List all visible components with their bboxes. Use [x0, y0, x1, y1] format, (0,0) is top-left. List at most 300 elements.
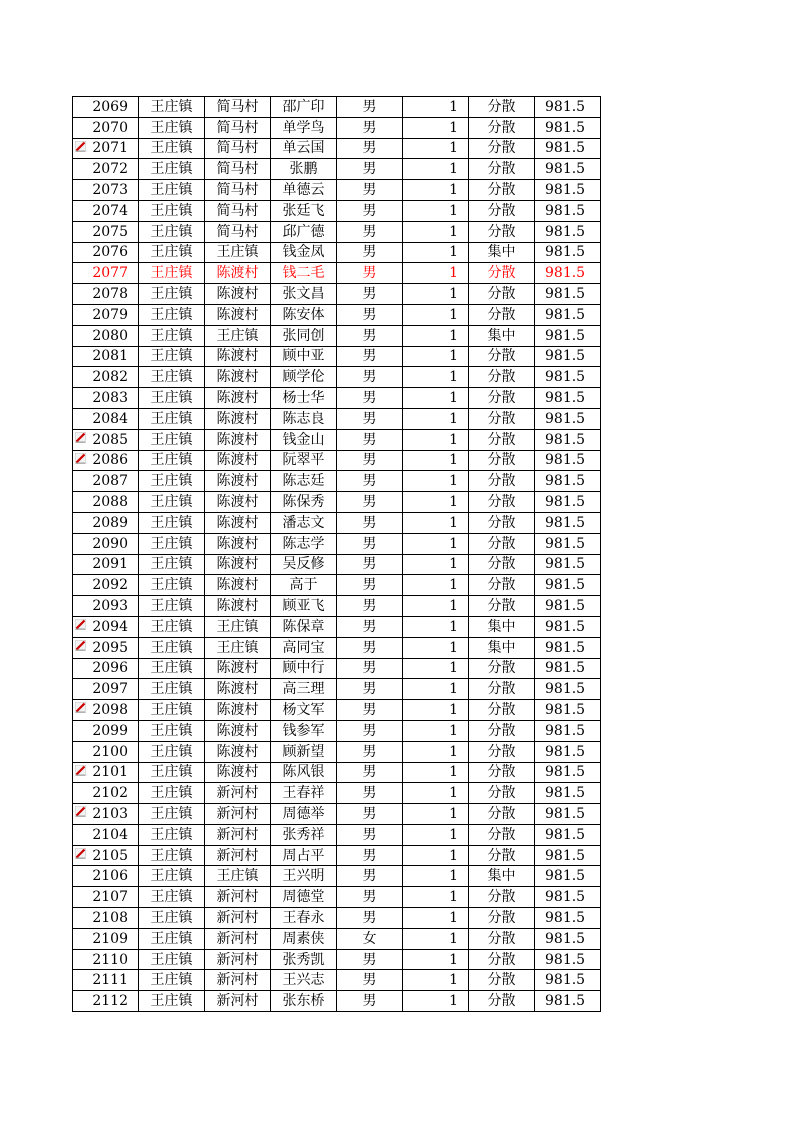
- table-row[interactable]: [73, 159, 601, 180]
- cell-village[interactable]: [205, 596, 271, 617]
- cell-count[interactable]: [403, 533, 469, 554]
- cell-mode[interactable]: [469, 200, 535, 221]
- cell-mode[interactable]: [469, 658, 535, 679]
- cell-id[interactable]: [73, 450, 139, 471]
- cell-town[interactable]: [139, 596, 205, 617]
- cell-name[interactable]: [271, 325, 337, 346]
- cell-mode[interactable]: [469, 720, 535, 741]
- cell-amount[interactable]: [535, 512, 601, 533]
- cell-amount[interactable]: [535, 928, 601, 949]
- cell-gender[interactable]: [337, 138, 403, 159]
- cell-name[interactable]: [271, 824, 337, 845]
- cell-gender[interactable]: [337, 824, 403, 845]
- cell-amount[interactable]: [535, 242, 601, 263]
- cell-village[interactable]: [205, 887, 271, 908]
- cell-gender[interactable]: [337, 367, 403, 388]
- cell-name[interactable]: [271, 284, 337, 305]
- cell-gender[interactable]: [337, 637, 403, 658]
- table-row[interactable]: [73, 263, 601, 284]
- cell-id[interactable]: [73, 845, 139, 866]
- cell-name[interactable]: [271, 492, 337, 513]
- table-row[interactable]: [73, 346, 601, 367]
- cell-town[interactable]: [139, 180, 205, 201]
- cell-amount[interactable]: [535, 824, 601, 845]
- cell-gender[interactable]: [337, 471, 403, 492]
- cell-mode[interactable]: [469, 117, 535, 138]
- cell-id[interactable]: [73, 367, 139, 388]
- cell-town[interactable]: [139, 637, 205, 658]
- cell-amount[interactable]: [535, 492, 601, 513]
- cell-count[interactable]: [403, 991, 469, 1012]
- cell-town[interactable]: [139, 887, 205, 908]
- cell-name[interactable]: [271, 991, 337, 1012]
- cell-amount[interactable]: [535, 741, 601, 762]
- cell-amount[interactable]: [535, 180, 601, 201]
- cell-town[interactable]: [139, 429, 205, 450]
- cell-count[interactable]: [403, 346, 469, 367]
- cell-name[interactable]: [271, 471, 337, 492]
- cell-id[interactable]: [73, 180, 139, 201]
- cell-town[interactable]: [139, 658, 205, 679]
- cell-town[interactable]: [139, 450, 205, 471]
- cell-count[interactable]: [403, 887, 469, 908]
- cell-id[interactable]: [73, 304, 139, 325]
- cell-mode[interactable]: [469, 242, 535, 263]
- cell-count[interactable]: [403, 970, 469, 991]
- table-row[interactable]: [73, 804, 601, 825]
- cell-count[interactable]: [403, 180, 469, 201]
- cell-gender[interactable]: [337, 804, 403, 825]
- cell-village[interactable]: [205, 658, 271, 679]
- cell-id[interactable]: [73, 616, 139, 637]
- cell-gender[interactable]: [337, 263, 403, 284]
- cell-mode[interactable]: [469, 970, 535, 991]
- cell-count[interactable]: [403, 221, 469, 242]
- table-row[interactable]: [73, 928, 601, 949]
- cell-gender[interactable]: [337, 616, 403, 637]
- cell-village[interactable]: [205, 346, 271, 367]
- cell-name[interactable]: [271, 346, 337, 367]
- cell-mode[interactable]: [469, 263, 535, 284]
- cell-name[interactable]: [271, 970, 337, 991]
- table-row[interactable]: [73, 658, 601, 679]
- table-row[interactable]: [73, 616, 601, 637]
- cell-gender[interactable]: [337, 388, 403, 409]
- cell-town[interactable]: [139, 616, 205, 637]
- cell-id[interactable]: [73, 200, 139, 221]
- cell-id[interactable]: [73, 554, 139, 575]
- cell-count[interactable]: [403, 97, 469, 118]
- cell-gender[interactable]: [337, 970, 403, 991]
- cell-name[interactable]: [271, 637, 337, 658]
- cell-id[interactable]: [73, 471, 139, 492]
- cell-count[interactable]: [403, 117, 469, 138]
- cell-amount[interactable]: [535, 783, 601, 804]
- cell-mode[interactable]: [469, 700, 535, 721]
- cell-mode[interactable]: [469, 845, 535, 866]
- cell-gender[interactable]: [337, 596, 403, 617]
- cell-name[interactable]: [271, 180, 337, 201]
- cell-id[interactable]: [73, 783, 139, 804]
- cell-mode[interactable]: [469, 762, 535, 783]
- cell-village[interactable]: [205, 429, 271, 450]
- cell-village[interactable]: [205, 388, 271, 409]
- cell-amount[interactable]: [535, 471, 601, 492]
- cell-name[interactable]: [271, 616, 337, 637]
- comment-marker-icon[interactable]: [75, 702, 86, 713]
- cell-count[interactable]: [403, 762, 469, 783]
- cell-count[interactable]: [403, 429, 469, 450]
- cell-mode[interactable]: [469, 97, 535, 118]
- cell-id[interactable]: [73, 720, 139, 741]
- cell-id[interactable]: [73, 512, 139, 533]
- cell-village[interactable]: [205, 720, 271, 741]
- cell-village[interactable]: [205, 804, 271, 825]
- cell-village[interactable]: [205, 512, 271, 533]
- cell-count[interactable]: [403, 492, 469, 513]
- cell-mode[interactable]: [469, 159, 535, 180]
- cell-id[interactable]: [73, 575, 139, 596]
- cell-amount[interactable]: [535, 325, 601, 346]
- cell-town[interactable]: [139, 949, 205, 970]
- cell-mode[interactable]: [469, 679, 535, 700]
- comment-marker-icon[interactable]: [75, 765, 86, 776]
- cell-amount[interactable]: [535, 533, 601, 554]
- cell-amount[interactable]: [535, 367, 601, 388]
- cell-gender[interactable]: [337, 97, 403, 118]
- comment-marker-icon[interactable]: [75, 453, 86, 464]
- cell-count[interactable]: [403, 138, 469, 159]
- comment-marker-icon[interactable]: [75, 141, 86, 152]
- cell-count[interactable]: [403, 783, 469, 804]
- cell-gender[interactable]: [337, 304, 403, 325]
- cell-mode[interactable]: [469, 367, 535, 388]
- cell-amount[interactable]: [535, 679, 601, 700]
- cell-name[interactable]: [271, 762, 337, 783]
- table-row[interactable]: [73, 512, 601, 533]
- cell-town[interactable]: [139, 97, 205, 118]
- cell-village[interactable]: [205, 970, 271, 991]
- cell-amount[interactable]: [535, 887, 601, 908]
- cell-town[interactable]: [139, 221, 205, 242]
- cell-village[interactable]: [205, 762, 271, 783]
- cell-id[interactable]: [73, 887, 139, 908]
- cell-count[interactable]: [403, 804, 469, 825]
- cell-count[interactable]: [403, 263, 469, 284]
- cell-village[interactable]: [205, 554, 271, 575]
- cell-village[interactable]: [205, 700, 271, 721]
- cell-village[interactable]: [205, 949, 271, 970]
- cell-amount[interactable]: [535, 804, 601, 825]
- cell-amount[interactable]: [535, 138, 601, 159]
- cell-town[interactable]: [139, 991, 205, 1012]
- table-row[interactable]: [73, 991, 601, 1012]
- cell-village[interactable]: [205, 325, 271, 346]
- cell-mode[interactable]: [469, 512, 535, 533]
- cell-amount[interactable]: [535, 575, 601, 596]
- cell-village[interactable]: [205, 637, 271, 658]
- cell-amount[interactable]: [535, 949, 601, 970]
- cell-mode[interactable]: [469, 991, 535, 1012]
- cell-name[interactable]: [271, 263, 337, 284]
- cell-id[interactable]: [73, 325, 139, 346]
- cell-name[interactable]: [271, 949, 337, 970]
- cell-count[interactable]: [403, 200, 469, 221]
- table-row[interactable]: [73, 783, 601, 804]
- comment-marker-icon[interactable]: [75, 619, 86, 630]
- cell-gender[interactable]: [337, 284, 403, 305]
- cell-gender[interactable]: [337, 533, 403, 554]
- cell-mode[interactable]: [469, 180, 535, 201]
- comment-marker-icon[interactable]: [75, 806, 86, 817]
- cell-id[interactable]: [73, 492, 139, 513]
- cell-village[interactable]: [205, 866, 271, 887]
- cell-gender[interactable]: [337, 346, 403, 367]
- cell-name[interactable]: [271, 866, 337, 887]
- cell-name[interactable]: [271, 450, 337, 471]
- cell-count[interactable]: [403, 596, 469, 617]
- cell-id[interactable]: [73, 429, 139, 450]
- table-row[interactable]: [73, 388, 601, 409]
- cell-mode[interactable]: [469, 741, 535, 762]
- cell-count[interactable]: [403, 637, 469, 658]
- cell-count[interactable]: [403, 408, 469, 429]
- cell-gender[interactable]: [337, 928, 403, 949]
- cell-amount[interactable]: [535, 304, 601, 325]
- cell-amount[interactable]: [535, 429, 601, 450]
- cell-village[interactable]: [205, 408, 271, 429]
- cell-gender[interactable]: [337, 866, 403, 887]
- cell-town[interactable]: [139, 533, 205, 554]
- cell-gender[interactable]: [337, 429, 403, 450]
- cell-village[interactable]: [205, 367, 271, 388]
- table-row[interactable]: [73, 200, 601, 221]
- cell-gender[interactable]: [337, 700, 403, 721]
- table-row[interactable]: [73, 554, 601, 575]
- cell-village[interactable]: [205, 242, 271, 263]
- cell-id[interactable]: [73, 221, 139, 242]
- cell-mode[interactable]: [469, 325, 535, 346]
- cell-count[interactable]: [403, 388, 469, 409]
- cell-town[interactable]: [139, 117, 205, 138]
- cell-id[interactable]: [73, 991, 139, 1012]
- cell-name[interactable]: [271, 512, 337, 533]
- cell-amount[interactable]: [535, 596, 601, 617]
- cell-count[interactable]: [403, 325, 469, 346]
- cell-town[interactable]: [139, 824, 205, 845]
- cell-mode[interactable]: [469, 450, 535, 471]
- cell-town[interactable]: [139, 492, 205, 513]
- cell-amount[interactable]: [535, 658, 601, 679]
- cell-gender[interactable]: [337, 575, 403, 596]
- cell-gender[interactable]: [337, 117, 403, 138]
- cell-id[interactable]: [73, 97, 139, 118]
- cell-id[interactable]: [73, 138, 139, 159]
- cell-gender[interactable]: [337, 242, 403, 263]
- cell-id[interactable]: [73, 741, 139, 762]
- cell-count[interactable]: [403, 242, 469, 263]
- cell-town[interactable]: [139, 804, 205, 825]
- cell-id[interactable]: [73, 284, 139, 305]
- cell-id[interactable]: [73, 804, 139, 825]
- cell-mode[interactable]: [469, 492, 535, 513]
- table-row[interactable]: [73, 908, 601, 929]
- cell-village[interactable]: [205, 492, 271, 513]
- table-row[interactable]: [73, 949, 601, 970]
- table-row[interactable]: [73, 429, 601, 450]
- cell-amount[interactable]: [535, 637, 601, 658]
- cell-town[interactable]: [139, 554, 205, 575]
- cell-count[interactable]: [403, 824, 469, 845]
- cell-count[interactable]: [403, 741, 469, 762]
- cell-name[interactable]: [271, 887, 337, 908]
- cell-count[interactable]: [403, 284, 469, 305]
- cell-gender[interactable]: [337, 887, 403, 908]
- table-row[interactable]: [73, 284, 601, 305]
- cell-town[interactable]: [139, 284, 205, 305]
- table-row[interactable]: [73, 221, 601, 242]
- cell-mode[interactable]: [469, 533, 535, 554]
- cell-town[interactable]: [139, 367, 205, 388]
- cell-village[interactable]: [205, 450, 271, 471]
- cell-amount[interactable]: [535, 159, 601, 180]
- cell-village[interactable]: [205, 679, 271, 700]
- cell-town[interactable]: [139, 325, 205, 346]
- cell-name[interactable]: [271, 928, 337, 949]
- cell-count[interactable]: [403, 908, 469, 929]
- cell-name[interactable]: [271, 845, 337, 866]
- cell-name[interactable]: [271, 367, 337, 388]
- cell-count[interactable]: [403, 304, 469, 325]
- cell-gender[interactable]: [337, 492, 403, 513]
- cell-name[interactable]: [271, 679, 337, 700]
- cell-village[interactable]: [205, 783, 271, 804]
- comment-marker-icon[interactable]: [75, 640, 86, 651]
- cell-count[interactable]: [403, 471, 469, 492]
- cell-id[interactable]: [73, 159, 139, 180]
- table-row[interactable]: [73, 596, 601, 617]
- cell-count[interactable]: [403, 949, 469, 970]
- table-row[interactable]: [73, 887, 601, 908]
- cell-village[interactable]: [205, 845, 271, 866]
- cell-town[interactable]: [139, 388, 205, 409]
- cell-gender[interactable]: [337, 159, 403, 180]
- cell-town[interactable]: [139, 304, 205, 325]
- table-row[interactable]: [73, 720, 601, 741]
- cell-village[interactable]: [205, 221, 271, 242]
- table-row[interactable]: [73, 824, 601, 845]
- cell-id[interactable]: [73, 908, 139, 929]
- cell-gender[interactable]: [337, 991, 403, 1012]
- cell-name[interactable]: [271, 159, 337, 180]
- cell-village[interactable]: [205, 117, 271, 138]
- cell-amount[interactable]: [535, 117, 601, 138]
- cell-amount[interactable]: [535, 450, 601, 471]
- cell-id[interactable]: [73, 242, 139, 263]
- cell-village[interactable]: [205, 991, 271, 1012]
- cell-count[interactable]: [403, 928, 469, 949]
- cell-town[interactable]: [139, 928, 205, 949]
- cell-amount[interactable]: [535, 97, 601, 118]
- cell-town[interactable]: [139, 720, 205, 741]
- cell-amount[interactable]: [535, 720, 601, 741]
- comment-marker-icon[interactable]: [75, 848, 86, 859]
- cell-village[interactable]: [205, 575, 271, 596]
- cell-village[interactable]: [205, 471, 271, 492]
- cell-gender[interactable]: [337, 908, 403, 929]
- cell-mode[interactable]: [469, 346, 535, 367]
- cell-count[interactable]: [403, 575, 469, 596]
- cell-name[interactable]: [271, 804, 337, 825]
- cell-name[interactable]: [271, 533, 337, 554]
- cell-town[interactable]: [139, 138, 205, 159]
- cell-amount[interactable]: [535, 616, 601, 637]
- cell-amount[interactable]: [535, 845, 601, 866]
- cell-village[interactable]: [205, 928, 271, 949]
- cell-village[interactable]: [205, 824, 271, 845]
- cell-mode[interactable]: [469, 866, 535, 887]
- cell-id[interactable]: [73, 928, 139, 949]
- table-row[interactable]: [73, 762, 601, 783]
- cell-town[interactable]: [139, 741, 205, 762]
- cell-amount[interactable]: [535, 762, 601, 783]
- cell-gender[interactable]: [337, 408, 403, 429]
- cell-town[interactable]: [139, 700, 205, 721]
- cell-amount[interactable]: [535, 221, 601, 242]
- cell-town[interactable]: [139, 200, 205, 221]
- cell-count[interactable]: [403, 159, 469, 180]
- cell-mode[interactable]: [469, 928, 535, 949]
- cell-amount[interactable]: [535, 263, 601, 284]
- table-row[interactable]: [73, 533, 601, 554]
- cell-count[interactable]: [403, 554, 469, 575]
- cell-count[interactable]: [403, 616, 469, 637]
- cell-name[interactable]: [271, 554, 337, 575]
- table-row[interactable]: [73, 970, 601, 991]
- table-row[interactable]: [73, 138, 601, 159]
- cell-mode[interactable]: [469, 221, 535, 242]
- cell-amount[interactable]: [535, 284, 601, 305]
- cell-count[interactable]: [403, 845, 469, 866]
- cell-mode[interactable]: [469, 596, 535, 617]
- cell-id[interactable]: [73, 949, 139, 970]
- cell-gender[interactable]: [337, 720, 403, 741]
- cell-amount[interactable]: [535, 346, 601, 367]
- cell-mode[interactable]: [469, 637, 535, 658]
- cell-village[interactable]: [205, 200, 271, 221]
- table-row[interactable]: [73, 700, 601, 721]
- cell-mode[interactable]: [469, 304, 535, 325]
- cell-count[interactable]: [403, 367, 469, 388]
- cell-count[interactable]: [403, 512, 469, 533]
- cell-name[interactable]: [271, 304, 337, 325]
- cell-amount[interactable]: [535, 408, 601, 429]
- cell-village[interactable]: [205, 533, 271, 554]
- table-row[interactable]: [73, 450, 601, 471]
- cell-name[interactable]: [271, 221, 337, 242]
- table-row[interactable]: [73, 575, 601, 596]
- table-row[interactable]: [73, 180, 601, 201]
- cell-town[interactable]: [139, 263, 205, 284]
- cell-mode[interactable]: [469, 408, 535, 429]
- cell-amount[interactable]: [535, 554, 601, 575]
- cell-id[interactable]: [73, 970, 139, 991]
- cell-town[interactable]: [139, 471, 205, 492]
- cell-name[interactable]: [271, 700, 337, 721]
- cell-id[interactable]: [73, 762, 139, 783]
- cell-town[interactable]: [139, 242, 205, 263]
- table-row[interactable]: [73, 304, 601, 325]
